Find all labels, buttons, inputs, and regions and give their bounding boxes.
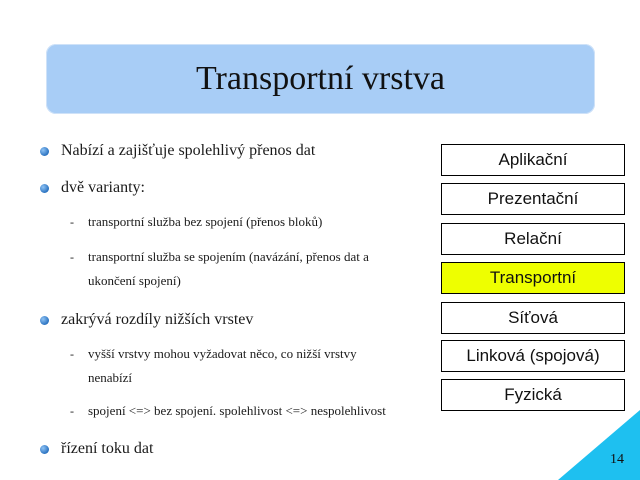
sub-bullet-text: vyšší vrstvy mohou vyžadovat něco, co nižší vrstvy nenabízí: [88, 346, 357, 385]
sub-bullet-item: [70, 214, 370, 234]
dash-bullet-icon: -: [70, 250, 74, 264]
bullet-text: dvě varianty:: [61, 179, 145, 196]
bullet-dot-icon: [40, 316, 49, 325]
bullet-dot-icon: [40, 147, 49, 156]
page-number: 14: [610, 452, 624, 467]
bullet-text: řízení toku dat: [61, 440, 154, 457]
layer-transport: Transportní: [441, 262, 625, 294]
bullet-item: [40, 178, 145, 198]
bullet-text: zakrývá rozdíly nižších vrstev: [61, 311, 254, 328]
bullet-item: [40, 310, 253, 330]
dash-bullet-icon: -: [70, 347, 74, 361]
layer-data-link: Linková (spojová): [441, 340, 625, 372]
sub-bullet-item: [70, 403, 440, 423]
dash-bullet-icon: -: [70, 404, 74, 418]
layer-presentation: Prezentační: [441, 183, 625, 215]
bullet-dot-icon: [40, 445, 49, 454]
layer-application: Aplikační: [441, 144, 625, 176]
sub-bullet-item: [70, 346, 390, 390]
sub-bullet-text: transportní služba se spojením (navázání, přenos dat a ukončení spojení): [88, 249, 369, 288]
layer-network: Síťová: [441, 302, 625, 334]
slide-title: Transportní vrstva: [195, 60, 446, 97]
layer-physical: Fyzická: [441, 379, 625, 411]
bullet-item: [40, 141, 315, 161]
dash-bullet-icon: -: [70, 215, 74, 229]
bullet-dot-icon: [40, 184, 49, 193]
title-banner: [46, 44, 595, 114]
corner-decoration: [558, 410, 640, 480]
sub-bullet-text: spojení <=> bez spojení. spolehlivost <=> nespolehlivost: [88, 403, 386, 418]
layer-session: Relační: [441, 223, 625, 255]
sub-bullet-item: [70, 249, 400, 293]
bullet-text: Nabízí a zajišťuje spolehlivý přenos dat: [61, 142, 316, 159]
bullet-item: [40, 439, 153, 459]
sub-bullet-text: transportní služba bez spojení (přenos bloků): [88, 214, 323, 229]
